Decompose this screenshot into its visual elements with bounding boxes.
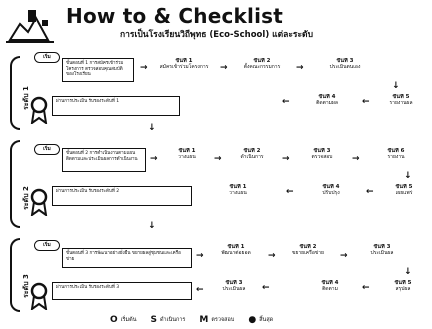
eco-school-logo-icon: [4, 6, 58, 44]
flow-arrow: →: [296, 63, 304, 73]
legend-item: [150, 316, 185, 324]
flow-step: ขั้นที่ 6 รายงาน: [387, 148, 405, 160]
legend-label: ดำเนินการ: [159, 317, 186, 323]
flow-step: ขั้นที่ 2 ตั้งคณะกรรมการ: [243, 58, 281, 70]
flow-step: ขั้นที่ 5 เผยแพร่: [395, 184, 413, 196]
flow-arrow-down: ↓: [404, 267, 412, 277]
page-title: How to & Checklist: [66, 4, 283, 28]
flow-arrow: →: [150, 154, 158, 164]
flow-arrow: ←: [282, 97, 290, 107]
result-box: ผ่านการประเมิน รับรองระดับที่ 3: [52, 282, 192, 300]
award-ribbon-icon: [30, 96, 48, 124]
flow-arrow: →: [140, 63, 148, 73]
flow-step: ขั้นที่ 1 พัฒนาต่อยอด: [221, 244, 251, 256]
flow-arrow: →: [268, 251, 276, 261]
flow-step: ขั้นที่ 4 ติดตาม: [321, 280, 339, 292]
flow-arrow: →: [196, 251, 204, 261]
legend-label: สิ้นสุด: [259, 317, 274, 323]
level-bracket: [10, 238, 20, 312]
flow-arrow: ←: [362, 283, 370, 293]
flow-arrow-down: ↓: [148, 123, 156, 133]
legend: [110, 314, 430, 326]
level-bracket: [10, 56, 20, 130]
level-label: ระดับ 1: [22, 86, 30, 110]
flow-step: ขั้นที่ 1 วางแผน: [229, 184, 247, 196]
legend-item: [110, 316, 136, 324]
flow-step: ขั้นที่ 1 วางแผน: [178, 148, 196, 160]
flow-arrow-down: ↓: [148, 221, 156, 231]
flow-arrow: ←: [366, 187, 374, 197]
flow-step: ขั้นที่ 4 ติดตามผล: [316, 94, 338, 106]
legend-item: [248, 316, 273, 324]
award-ribbon-icon: [30, 282, 48, 310]
start-pill: เริ่ม: [34, 240, 60, 251]
level-label: ระดับ 2: [22, 186, 30, 210]
legend-label: ตรวจสอบ: [211, 317, 235, 323]
legend-label: เริ่มต้น: [120, 317, 137, 323]
level-bracket: [10, 140, 20, 228]
legend-end-icon: ●: [248, 315, 257, 325]
flow-arrow: →: [352, 154, 360, 164]
flow-arrow-down: ↓: [392, 81, 400, 91]
award-ribbon-icon: [30, 188, 48, 216]
start-pill: เริ่ม: [34, 52, 60, 63]
flow-step: ขั้นที่ 4 ปรับปรุง: [322, 184, 340, 196]
flow-arrow: ←: [362, 97, 370, 107]
flow-arrow-down: ↓: [404, 171, 412, 181]
legend-process-icon: S: [150, 315, 157, 325]
flow-arrow: →: [340, 251, 348, 261]
flow-step: ขั้นที่ 1 สมัครเข้าร่วมโครงการ: [159, 58, 209, 70]
flow-arrow: ←: [286, 187, 294, 197]
flow-step: ขั้นที่ 5 รายงานผล: [389, 94, 413, 106]
start-pill: เริ่ม: [34, 144, 60, 155]
checklist-box: ขั้นตอนที่ 3 การพัฒนาอย่างยั่งยืน ขยายผลสู่ชุมชนและเครือข่าย: [62, 248, 192, 268]
legend-item: [199, 316, 234, 324]
flow-step: ขั้นที่ 2 ขยายเครือข่าย: [292, 244, 324, 256]
page-subtitle: การเป็นโรงเรียนวิถีพุทธ (Eco-School) แต่ละระดับ: [120, 30, 313, 40]
flow-arrow: ←: [196, 285, 204, 295]
flow-arrow: →: [214, 154, 222, 164]
checklist-box: ขั้นตอนที่ 2 การดำเนินงานตามแผน ติดตามและประเมินผลการดำเนินงาน: [62, 148, 146, 172]
flow-step: ขั้นที่ 3 ตรวจสอบ: [311, 148, 333, 160]
flow-step: ขั้นที่ 3 ประเมินผล: [222, 280, 246, 292]
flow-step: ขั้นที่ 3 ประเมินผล: [370, 244, 394, 256]
flow-step: ขั้นที่ 5 สรุปผล: [394, 280, 412, 292]
flow-step: ขั้นที่ 3 ประเมินตนเอง: [329, 58, 361, 70]
flow-arrow: ←: [262, 283, 270, 293]
legend-start-icon: O: [110, 315, 118, 325]
checklist-box: ขั้นตอนที่ 1 การสมัครเข้าร่วมโครงการ ตรวจสอบคุณสมบัติของโรงเรียน: [62, 58, 134, 82]
flow-step: ขั้นที่ 2 ดำเนินการ: [240, 148, 264, 160]
level-label: ระดับ 3: [22, 274, 30, 298]
flow-arrow: →: [220, 63, 228, 73]
result-box: ผ่านการประเมิน รับรองระดับที่ 1: [52, 96, 180, 116]
result-box: ผ่านการประเมิน รับรองระดับที่ 2: [52, 186, 192, 206]
legend-check-icon: M: [199, 315, 209, 325]
flow-arrow: →: [282, 154, 290, 164]
